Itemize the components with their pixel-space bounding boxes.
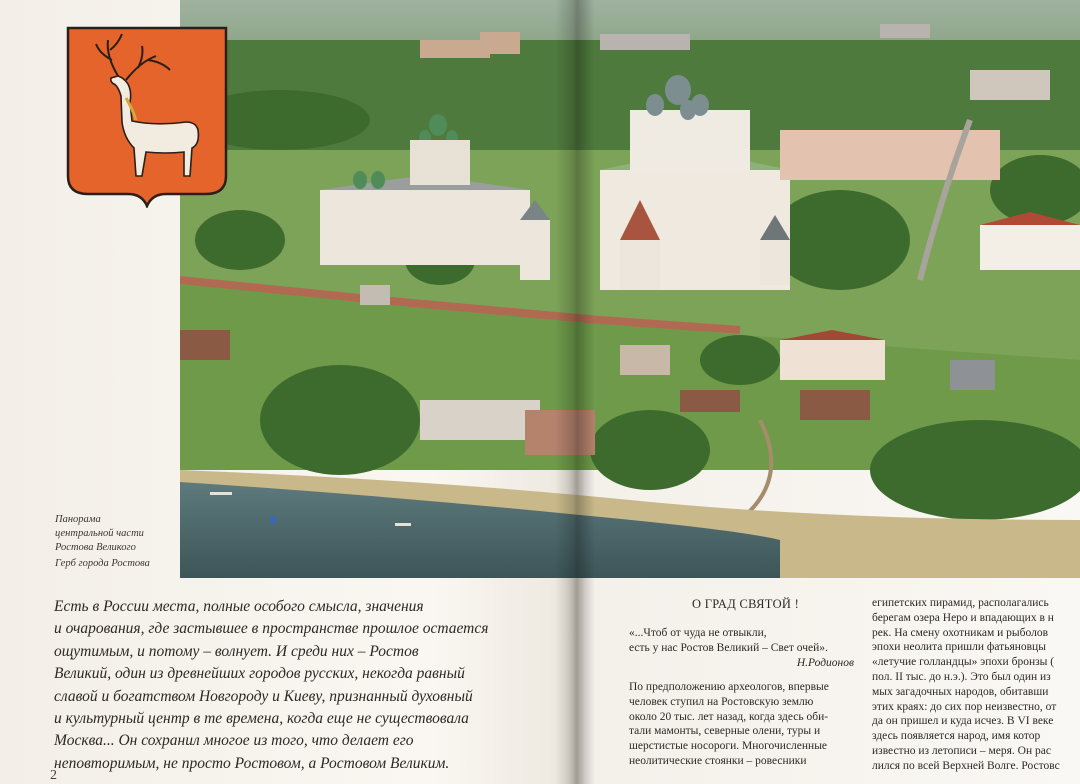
panorama-photo bbox=[180, 0, 1080, 578]
body-line: неолитические стоянки – ровесники bbox=[629, 754, 807, 767]
body-line: около 20 тыс. лет назад, когда здесь оби- bbox=[629, 710, 829, 723]
intro-text bbox=[54, 596, 544, 775]
body-line: рек. На смену охотникам и рыболов bbox=[872, 626, 1048, 639]
intro-line: ощутимым, и потому – волнует. И среди них – Ростов bbox=[54, 642, 419, 660]
body-line: берегам озера Неро и впадающих в н bbox=[872, 611, 1054, 624]
panorama-caption bbox=[55, 513, 175, 555]
intro-line: и культурный центр в те времена, когда еще не существовала bbox=[54, 710, 469, 728]
body-line: человек ступил на Ростовскую землю bbox=[629, 695, 814, 708]
quote-line: есть у нас Ростов Великий – Свет очей». bbox=[629, 642, 828, 654]
page-number: 2 bbox=[50, 768, 57, 783]
intro-line: неповторимым, не просто Ростовом, а Ростовом Великим. bbox=[54, 754, 450, 772]
body-line: здесь появляется народ, имя котор bbox=[872, 730, 1041, 743]
epigraph-quote bbox=[629, 626, 854, 671]
quote-author: Н.Родионов bbox=[796, 657, 854, 669]
body-column-left bbox=[629, 680, 855, 769]
body-line: тали мамонты, северные олени, туры и bbox=[629, 725, 821, 738]
body-line: пол. II тыс. до н.э.). Это был один из bbox=[872, 670, 1051, 683]
caption-line: Ростова Великого bbox=[55, 542, 136, 553]
body-line: мых загадочных народов, обитавши bbox=[872, 685, 1049, 698]
coat-of-arms-caption: Герб города Ростова bbox=[55, 558, 150, 569]
body-line: известно из летописи – меря. Он рас bbox=[872, 744, 1051, 757]
intro-line: Великий, один из древнейших городов русских, некогда равный bbox=[54, 665, 465, 683]
quote-line: «...Чтоб от чуда не отвыкли, bbox=[629, 627, 767, 639]
body-line: лился по всей Верхней Волге. Ростовс bbox=[872, 759, 1060, 772]
body-line: этих краях: до сих пор неизвестно, от bbox=[872, 700, 1057, 713]
body-line: эпохи неолита пришли фатьяновцы bbox=[872, 641, 1046, 654]
caption-line: центральной части bbox=[55, 528, 144, 539]
section-heading: О ГРАД СВЯТОЙ ! bbox=[692, 597, 800, 611]
body-line: «летучие голландцы» эпохи бронзы ( bbox=[872, 656, 1055, 669]
intro-line: Есть в России места, полные особого смысла, значения bbox=[54, 598, 424, 615]
body-line: шерстистые носороги. Многочисленные bbox=[629, 740, 828, 753]
body-line: По предположению археологов, впервые bbox=[629, 681, 829, 693]
body-line: египетских пирамид, располагались bbox=[872, 597, 1049, 609]
coat-of-arms-image bbox=[66, 26, 228, 208]
intro-line: Москва... Он сохранил многое из того, что делает его bbox=[54, 732, 414, 750]
intro-line: и очарования, где застывшее в пространстве прошлое остается bbox=[54, 620, 489, 638]
body-line: да он пришел и куда исчез. В VI веке bbox=[872, 715, 1054, 728]
body-column-right bbox=[872, 596, 1080, 774]
caption-line: Панорама bbox=[55, 514, 101, 525]
intro-line: славой и богатством Новгороду и Киеву, признанный духовный bbox=[54, 687, 473, 705]
